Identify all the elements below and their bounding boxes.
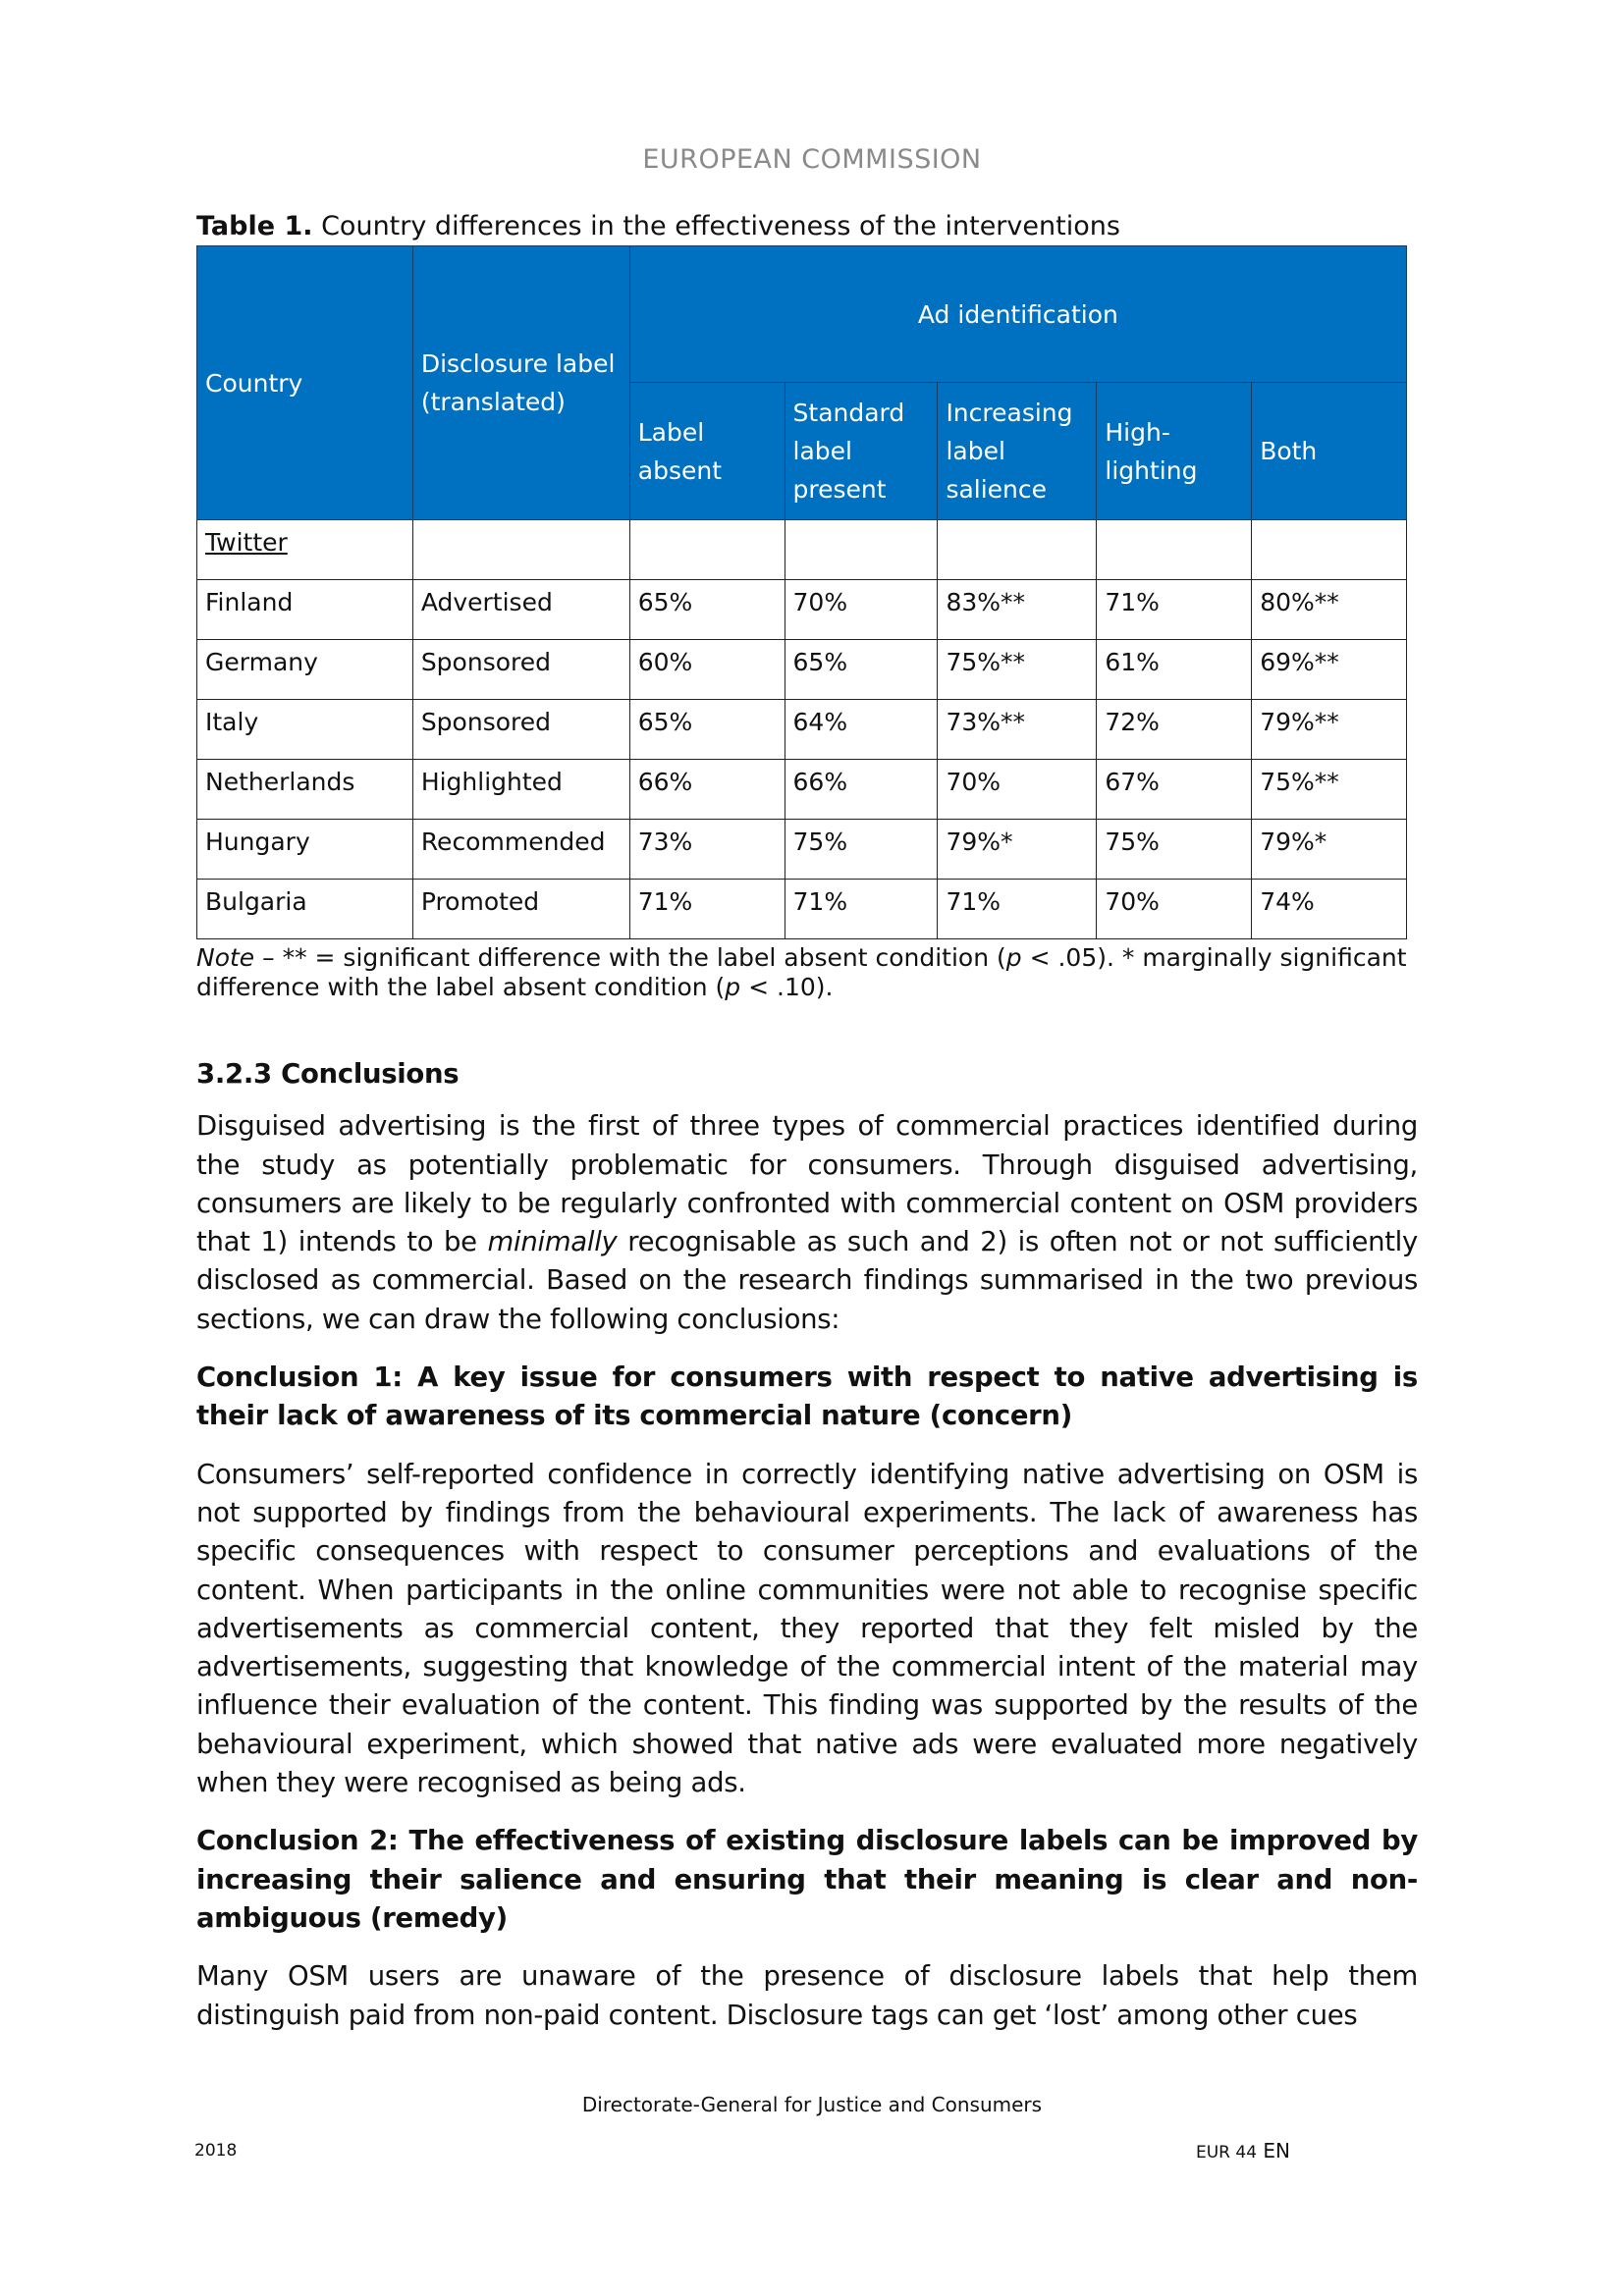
table-cell: 75% — [1097, 820, 1252, 880]
footer-year: 2018 — [194, 2140, 238, 2161]
table-cell: 70% — [938, 760, 1097, 820]
table-cell: 70% — [785, 580, 938, 640]
table-cell: 66% — [629, 760, 785, 820]
header-label-absent: Label absent — [629, 383, 785, 520]
table-cell: 60% — [629, 640, 785, 700]
table-cell: Highlighted — [412, 760, 629, 820]
table-row — [197, 820, 1407, 880]
caption-text: Country differences in the effectiveness of the interventions — [312, 211, 1120, 241]
table-cell: 75%** — [938, 640, 1097, 700]
table-cell: 71% — [1097, 580, 1252, 640]
table-cell: 65% — [785, 640, 938, 700]
table-cell: 71% — [629, 880, 785, 939]
table-row-platform — [197, 520, 1407, 580]
header-standard-label: Standard label present — [785, 383, 938, 520]
p1-italic: minimally — [487, 1226, 618, 1258]
table-cell: Italy — [197, 700, 413, 760]
table-cell: Hungary — [197, 820, 413, 880]
table-row — [197, 580, 1407, 640]
table-cell: Promoted — [412, 880, 629, 939]
header-country: Country — [197, 246, 413, 520]
paragraph-conclusion-2: Many OSM users are unaware of the presence of disclosure labels that help them distinguish paid from non-paid content. Disclosure tags can get ‘lost’ among other cues — [196, 1960, 1418, 2031]
table-cell: Recommended — [412, 820, 629, 880]
header-disclosure-label: Disclosure label (translated) — [412, 246, 629, 520]
section-heading: 3.2.3 Conclusions — [196, 1058, 460, 1090]
header-highlighting: High-lighting — [1097, 383, 1252, 520]
header-both: Both — [1252, 383, 1407, 520]
table-row — [197, 880, 1407, 939]
table-row — [197, 700, 1407, 760]
table-cell: 79%** — [1252, 700, 1407, 760]
footer-eur: EUR 44 — [1196, 2142, 1258, 2163]
table-cell: Finland — [197, 580, 413, 640]
table-cell: Advertised — [412, 580, 629, 640]
table-cell: 72% — [1097, 700, 1252, 760]
table-cell: 75% — [785, 820, 938, 880]
table-cell: Sponsored — [412, 700, 629, 760]
table-cell: 74% — [1252, 880, 1407, 939]
note-label: Note — [196, 943, 255, 972]
table-row — [197, 640, 1407, 700]
table-cell: 79%* — [1252, 820, 1407, 880]
table-cell: 64% — [785, 700, 938, 760]
table-cell: 67% — [1097, 760, 1252, 820]
header-ad-identification: Ad identification — [629, 246, 1406, 383]
note-text-3: < .10). — [740, 973, 834, 1001]
table-cell: Sponsored — [412, 640, 629, 700]
table-cell: 65% — [629, 700, 785, 760]
note-p-2: p — [725, 973, 741, 1001]
caption-label: Table 1. — [196, 211, 313, 241]
footer-code — [1196, 2139, 1290, 2163]
table-cell: Germany — [197, 640, 413, 700]
table-cell: 73%** — [938, 700, 1097, 760]
table-cell: 69%** — [1252, 640, 1407, 700]
paragraph-intro — [196, 1107, 1418, 1339]
note-text-1: – ** = significant difference with the label absent condition ( — [254, 943, 1006, 972]
table-cell: Netherlands — [197, 760, 413, 820]
note-text-2: < .05). * marginally significant difference with the label absent condition ( — [196, 943, 1407, 1001]
table-cell: 61% — [1097, 640, 1252, 700]
table-cell: 83%** — [938, 580, 1097, 640]
table-cell: 66% — [785, 760, 938, 820]
table-cell: 70% — [1097, 880, 1252, 939]
table-row — [197, 760, 1407, 820]
paragraph-conclusion-1: Consumers’ self-reported confidence in correctly identifying native advertising on OSM is not supported by findings from the behavioural experiments. The lack of awareness has specific consequences with respect to consumer perceptions and evaluations of the content. When participants in the online communities were not able to recognise specific advertisements as commercial content, they reported that they felt misled by the advertisements, suggesting that knowledge of the commercial intent of the material may influence their evaluation of the content. This finding was supported by the results of the behavioural experiment, which showed that native ads were evaluated more negatively when they were recognised as being ads. — [196, 1458, 1418, 1799]
p1-part1: Disguised advertising is the first of three types of commercial practices identified during the study as potentially problematic for consumers. Through disguised advertising, consumers are likely to be regularly confronted with commercial content on OSM providers that 1) intends to be — [196, 1110, 1418, 1258]
table-cell: 73% — [629, 820, 785, 880]
table-cell: 71% — [938, 880, 1097, 939]
table-cell: 65% — [629, 580, 785, 640]
table-caption — [196, 210, 1418, 243]
table-cell: Bulgaria — [197, 880, 413, 939]
table-cell: 71% — [785, 880, 938, 939]
table-cell: 80%** — [1252, 580, 1407, 640]
footer-lang: EN — [1257, 2138, 1291, 2163]
header-increasing-salience: Increasing label salience — [938, 383, 1097, 520]
page-header: EUROPEAN COMMISSION — [642, 144, 982, 175]
note-p: p — [1005, 943, 1022, 972]
table-cell: 79%* — [938, 820, 1097, 880]
footer-row — [0, 2139, 1624, 2168]
p1-part2: recognisable as such and 2) is often not or not sufficiently disclosed as commercial. Based on the research findings summarised in the two previous sections, we can draw the following conclusions: — [196, 1226, 1418, 1335]
table-note — [196, 943, 1418, 1002]
conclusion-2-heading: Conclusion 2: The effectiveness of existing disclosure labels can be improved by increasing their salience and ensuring that their meaning is clear and non-ambiguous (remedy) — [196, 1825, 1418, 1934]
conclusion-1-heading: Conclusion 1: A key issue for consumers with respect to native advertising is their lack of awareness of its commercial nature (concern) — [196, 1362, 1418, 1432]
footer-dg: Directorate-General for Justice and Consumers — [581, 2092, 1043, 2116]
platform-label: Twitter — [205, 528, 288, 557]
table-cell: 75%** — [1252, 760, 1407, 820]
country-differences-table — [196, 245, 1407, 939]
